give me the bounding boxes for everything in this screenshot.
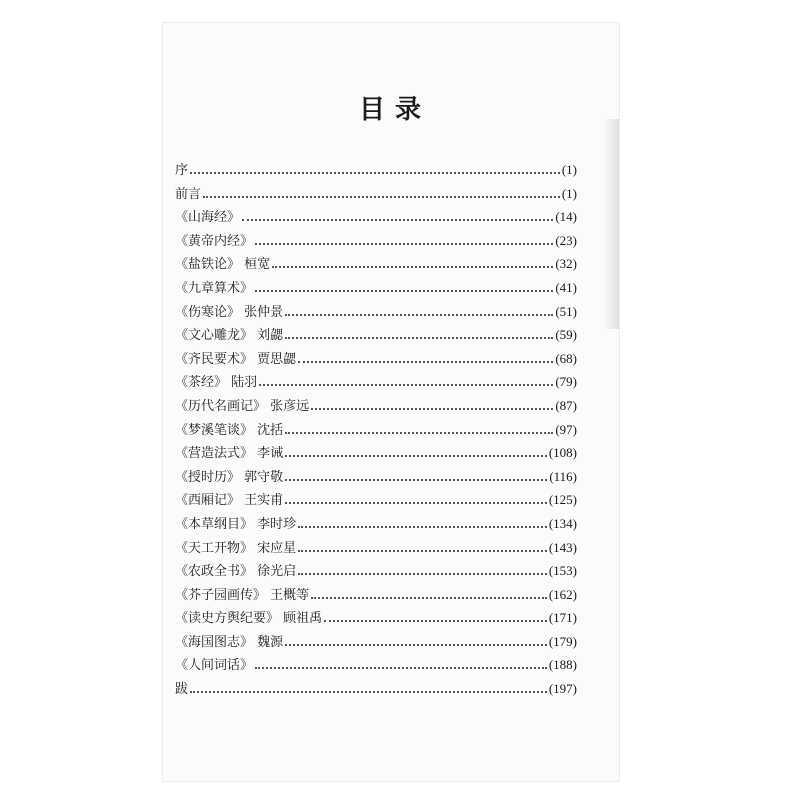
toc-entry[interactable] (175, 323, 577, 347)
toc-page-number: (97) (555, 421, 577, 437)
toc-leader-dots (285, 502, 547, 504)
toc-page-number: (1) (561, 185, 577, 201)
toc-leader-dots (298, 550, 547, 552)
toc-page-number: (197) (548, 681, 577, 697)
toc-leader-dots (298, 526, 547, 528)
toc-entry-title: 《天工开物》 宋应星 (175, 540, 297, 556)
toc-entry[interactable] (175, 370, 577, 394)
toc-entry[interactable] (175, 441, 577, 465)
toc-entry[interactable] (175, 229, 577, 253)
toc-entry[interactable] (175, 536, 577, 560)
toc-entry[interactable] (175, 394, 577, 418)
toc-page-number: (116) (549, 468, 577, 484)
toc-leader-dots (298, 361, 553, 363)
toc-leader-dots (285, 432, 553, 434)
toc-page-number: (14) (555, 209, 577, 225)
toc-page-number: (162) (548, 586, 577, 602)
toc-page-number: (51) (555, 303, 577, 319)
toc-entry[interactable] (175, 158, 577, 182)
toc-entry-title: 《九章算术》 (175, 280, 254, 296)
page-bleed-through (603, 119, 619, 329)
toc-page-number: (68) (555, 350, 577, 366)
toc-entry[interactable] (175, 418, 577, 442)
toc-entry[interactable] (175, 205, 577, 229)
toc-entry[interactable] (175, 512, 577, 536)
toc-entry[interactable] (175, 677, 577, 701)
table-of-contents (175, 158, 577, 701)
toc-page-number: (153) (548, 563, 577, 579)
toc-entry[interactable] (175, 300, 577, 324)
toc-entry-title: 《西厢记》 王实甫 (175, 493, 284, 509)
toc-entry[interactable] (175, 559, 577, 583)
toc-entry-title: 《齐民要术》 贾思勰 (175, 351, 297, 367)
toc-title: 目录 (358, 95, 431, 125)
toc-entry-title: 《读史方舆纪要》 顾祖禹 (175, 611, 323, 627)
toc-entry-title: 《营造法式》 李诫 (175, 446, 284, 462)
toc-entry[interactable] (175, 606, 577, 630)
toc-page-number: (79) (555, 374, 577, 390)
toc-page-number: (134) (548, 515, 577, 531)
toc-entry[interactable] (175, 583, 577, 607)
toc-entry-title: 《文心雕龙》 刘勰 (175, 328, 284, 344)
toc-entry-title: 《人间词话》 (175, 658, 254, 674)
toc-entry-title: 跋 (175, 682, 189, 698)
toc-leader-dots (298, 573, 547, 575)
toc-leader-dots (285, 337, 553, 339)
toc-leader-dots (324, 620, 547, 622)
toc-entry-title: 《授时历》 郭守敬 (175, 469, 284, 485)
toc-leader-dots (255, 290, 553, 292)
toc-leader-dots (190, 172, 560, 174)
toc-leader-dots (285, 644, 547, 646)
toc-page-number: (125) (548, 492, 577, 508)
toc-leader-dots (190, 691, 547, 693)
toc-entry[interactable] (175, 630, 577, 654)
toc-entry[interactable] (175, 276, 577, 300)
toc-page-number: (1) (561, 162, 577, 177)
toc-page-number: (143) (548, 539, 577, 555)
toc-leader-dots (285, 479, 547, 481)
toc-entry-title: 《盐铁论》 桓宽 (175, 257, 271, 273)
toc-entry[interactable] (175, 182, 577, 206)
toc-leader-dots (311, 408, 553, 410)
toc-entry-title: 《伤寒论》 张仲景 (175, 304, 284, 320)
toc-entry[interactable] (175, 252, 577, 276)
toc-entry-title: 《黄帝内经》 (175, 233, 254, 249)
toc-entry[interactable] (175, 488, 577, 512)
toc-page-number: (108) (548, 445, 577, 461)
toc-leader-dots (272, 266, 553, 268)
toc-entry-title: 前言 (175, 186, 202, 202)
toc-page-number: (188) (548, 657, 577, 673)
toc-entry-title: 《海国图志》 魏源 (175, 634, 284, 650)
toc-entry-title: 序 (175, 163, 189, 178)
toc-leader-dots (242, 219, 553, 221)
toc-entry-title: 《山海经》 (175, 210, 241, 226)
toc-page-number: (171) (548, 610, 577, 626)
toc-entry[interactable] (175, 653, 577, 677)
toc-leader-dots (255, 667, 547, 669)
toc-entry-title: 《茶经》 陆羽 (175, 375, 258, 391)
toc-leader-dots (311, 597, 547, 599)
toc-page-number: (32) (555, 256, 577, 272)
toc-leader-dots (285, 314, 553, 316)
toc-leader-dots (259, 384, 553, 386)
toc-leader-dots (203, 196, 560, 198)
toc-entry-title: 《农政全书》 徐光启 (175, 564, 297, 580)
toc-page-number: (87) (555, 397, 577, 413)
toc-entry-title: 《历代名画记》 张彦远 (175, 398, 310, 414)
toc-entry[interactable] (175, 465, 577, 489)
toc-entry-title: 《本草纲目》 李时珍 (175, 516, 297, 532)
toc-entry-title: 《梦溪笔谈》 沈括 (175, 422, 284, 438)
toc-entry[interactable] (175, 347, 577, 371)
toc-page-number: (23) (555, 232, 577, 248)
toc-page-number: (59) (555, 327, 577, 343)
toc-leader-dots (255, 243, 553, 245)
toc-entry-title: 《芥子园画传》 王概等 (175, 587, 310, 603)
toc-page-number: (41) (555, 279, 577, 295)
toc-page-number: (179) (548, 633, 577, 649)
toc-leader-dots (285, 455, 547, 457)
